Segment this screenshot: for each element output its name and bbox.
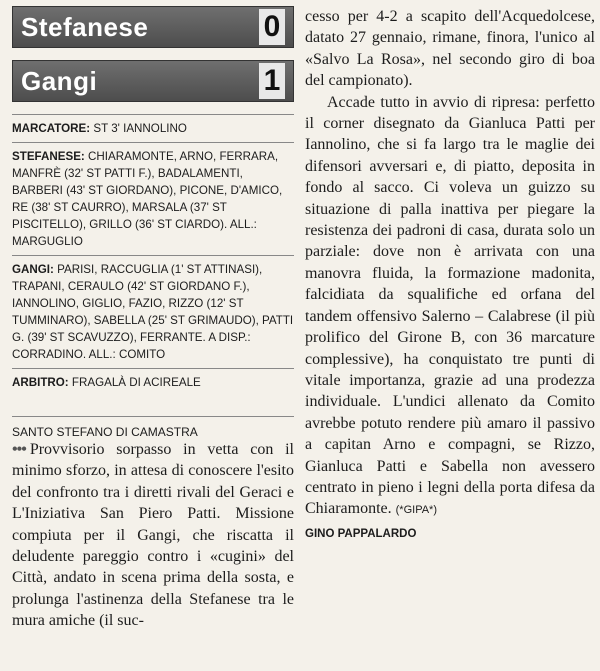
scorer-label: MARCATORE:: [12, 122, 91, 135]
scorer-text: ST 3' IANNOLINO: [93, 122, 187, 135]
away-lineup-block: [12, 255, 294, 368]
article-author: GINO PAPPALARDO: [305, 527, 417, 540]
referee-label: ARBITRO:: [12, 376, 69, 389]
scoreboard-row-away: [12, 60, 294, 102]
referee-text: FRAGALÀ DI ACIREALE: [71, 376, 201, 389]
left-column: [12, 6, 294, 632]
away-team-name: Gangi: [21, 65, 98, 96]
away-lineup-label: GANGI:: [12, 263, 54, 276]
article-paragraph-1: [12, 439, 294, 632]
bullet-marker: •••: [12, 441, 26, 458]
scoreboard-row-home: [12, 6, 294, 48]
article-signoff: (*GIPA*): [395, 504, 437, 517]
article-dateline: SANTO STEFANO DI CAMASTRA: [12, 416, 294, 439]
article-paragraph-1-continued: cesso per 4-2 a scapito dell'Acquedolcese, datato 27 gennaio, rimane, finora, l'unico al «Salvo La Rosa», nel secondo giro di boa del campionato).: [305, 8, 595, 90]
right-column: [305, 6, 595, 540]
home-team-score: 0: [259, 9, 285, 45]
home-lineup-text: CHIARAMONTE, ARNO, FERRARA, MANFRÈ (32' ST PATTI F.), BADALAMENTI, BARBERI (43' ST GIORDANO), PICONE, D'AMICO, RE (38' ST CAURRO), MARSALA (37' ST PISCITELLO), GRILLO (36' ST CIARDO). ALL.: MARGUGLIO: [12, 150, 283, 248]
article-paragraph-2: [305, 92, 595, 522]
article-paragraph-2-text: Accade tutto in avvio di ripresa: perfetto il corner disegnato da Gianluca Patti per Iannolino, che si fa largo tra le maglie dei difensori avversari e, di piatto, deposita in fondo al sacco. Ci voleva un guizzo su situazione di palla inattiva per piegare la resistenza dei padroni di casa, durata solo un parziale: dove non è arrivata con una manovra fluida, la formazione madonita, falcidiata da squalifiche ed orfana del tandem offensivo Salerno – Calabrese (il più prolifico del Girone B, con 36 marcature complessive), ha conquistato tre punti di vitale importanza, grazie ad una prodezza individuale. L'undici allenato da Comito avrebbe potuto rendere più amaro il passivo a capitan Arno e compagni, se Rizzo, Gianluca Patti e Sabella non avessero centrato in pieno i legni della porta difesa da Chiaramonte.: [305, 93, 595, 518]
scorer-block: [12, 114, 294, 142]
article-paragraph-1-text: Provvisorio sorpasso in vetta con il minimo sforzo, in attesa di conoscere l'esito del confronto tra i diretti rivali del Geraci e L'Iniziativa San Piero Patti. Missione compiuta per il Gangi, che riscatta il deludente pareggio contro i «cugini» del Città, andato in scena prima della sosta, e prolunga l'astinenza della Stefanese tra le mura amiche (il suc-: [12, 441, 294, 630]
away-lineup-text: PARISI, RACCUGLIA (1' ST ATTINASI), TRAPANI, CERAULO (42' ST GIORDANO F.), IANNOLINO, GIGLIO, FAZIO, RIZZO (12' ST TUMMINARO), SABELLA (25' ST GRIMAUDO), PATTI G. (39' ST SCAVUZZO), FERRANTE. A DISP.: CORRADINO. ALL.: COMITO: [12, 263, 294, 361]
home-lineup-label: STEFANESE:: [12, 150, 85, 163]
away-team-score: 1: [259, 63, 285, 99]
home-team-name: Stefanese: [21, 11, 149, 42]
home-lineup-block: [12, 142, 294, 255]
referee-block: [12, 368, 294, 396]
